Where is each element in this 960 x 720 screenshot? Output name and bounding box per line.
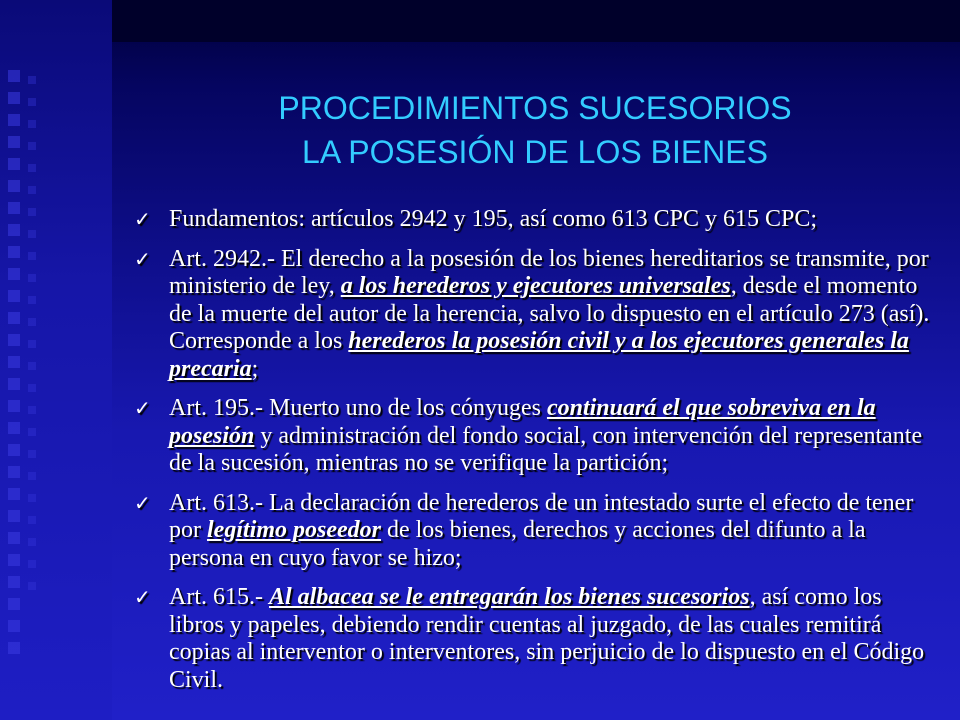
bullet-emphasis: continuará el que sobreviva en la posesión: [169, 395, 876, 449]
bullet-emphasis: Al albacea se le entregarán los bienes sucesorios: [268, 584, 750, 610]
decorative-squares-secondary: [28, 76, 40, 604]
check-mark-icon: ✓: [134, 396, 151, 420]
bullet-emphasis: herederos la posesión civil y a los ejecutores generales la precaria: [169, 328, 909, 382]
bullet-item: [130, 584, 940, 694]
bullet-text: Art. 195.- Muerto uno de los cónyuges: [169, 395, 547, 421]
bullet-text: ;: [251, 355, 259, 382]
check-mark-icon: ✓: [134, 490, 151, 515]
slide-title-line-2: LA POSESIÓN DE LOS BIENES: [302, 134, 768, 170]
check-mark-icon: ✓: [134, 246, 151, 271]
bullet-item: [130, 490, 940, 573]
bullet-text: , así como los libros y papeles, debiendo rendir cuentas al juzgado, de las cuales remitirá copias al interventor o interventores, sin perjuicio de lo dispuesto en el Código Civil.: [169, 584, 925, 693]
bullet-text: Art. 615.-: [169, 584, 269, 610]
bullet-text: , desde el momento de la muerte del autor de la herencia, salvo lo dispuesto en el artículo 273 (así). Corresponde a los: [169, 273, 930, 354]
bullet-emphasis: a los herederos y ejecutores universales: [340, 273, 731, 299]
check-mark-icon: ✓: [134, 207, 151, 231]
slide-title-line-1: PROCEDIMIENTOS SUCESORIOS: [278, 90, 792, 126]
left-decorative-band: [0, 0, 112, 720]
bullet-emphasis: legítimo poseedor: [207, 517, 381, 543]
bullet-list: [130, 206, 940, 706]
bullet-text: Art. 613.- La declaración de herederos de un intestado surte el efecto de tener por: [169, 489, 914, 543]
bullet-text: de los bienes, derechos y acciones del difunto a la persona en cuyo favor se hizo;: [169, 517, 866, 571]
check-mark-icon: ✓: [134, 585, 151, 609]
bullet-item: [130, 206, 940, 234]
bullet-item: [130, 246, 940, 384]
top-decorative-band: [112, 0, 960, 42]
bullet-text: Fundamentos: artículos 2942 y 195, así como 613 CPC y 615 CPC;: [169, 206, 818, 232]
bullet-item: [130, 395, 940, 478]
bullet-text: Art. 2942.- El derecho a la posesión de los bienes hereditarios se transmite, por ministerio de ley,: [169, 245, 929, 299]
decorative-squares: [8, 70, 24, 664]
bullet-text: y administración del fondo social, con intervención del representante de la sucesión, mientras no se verifique la partición;: [169, 422, 923, 476]
slide-title: [130, 86, 940, 174]
